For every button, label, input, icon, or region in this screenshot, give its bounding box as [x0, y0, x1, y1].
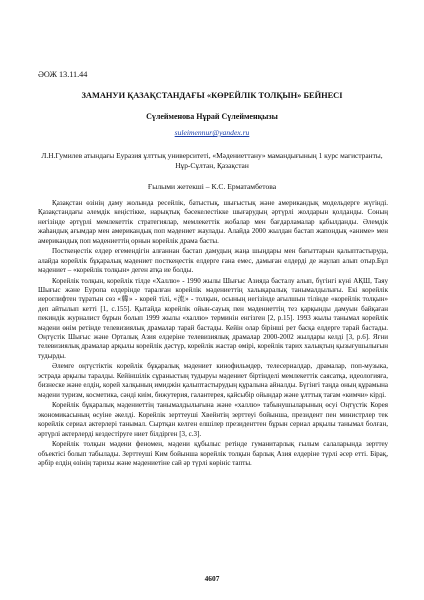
paragraph: Корейлік толқын, корейлік тілде «Халлю» - 1990 жылы Шығыс Азияда басталу алып, бүгінгі күні АҚШ, Таяу Шығыс және Еуропа елдерінде таралған корейлік мәдениеттің халықаралық танымалдылығы. Екі корейлік иероглифтен тұратын сөз «韓» - корей тілі, «流» - толқын, осының негізінде ағылшын тілінде «корейлік толқын» деп айтылып кетті [1, с.155]. Қытайда корейлік ойын-сауық пен мәдениеттің тез қарқынды дамуын байқаған пекиндік журналист бұрын болып 1999 жылы «халлю» терминін енгізген [2, р.15]. 1993 жылы танымал корейлік мәдени өнім ретінде телевизиялық драмалар тарай бастады. Кейін олар бірінші рет басқа елдерге тарай бастады. Оңтүстік Шығыс және Орталық Азия елдеріне телевизиялық драмалар 2000-2002 жылдары келді [3, р.6]. Яғни телевизиялық драмалар арқылы корейлік дәстүр, корейлік жастар өмірі, корейлік тарих халықтың қызығушылығын тудырды. — [38, 276, 388, 360]
paragraph: Корейлік бұқаралық мәдениеттің танымалдылығына және «халлю» табынушыларының өсуі Оңтүстік Корея экономикасының өсуіне әкелді. Корейлік зерттеуші Хвейнтің зерттеуі бойынша, президент пен министрлер тек корейлік сериал актерлері танымал. Сыртқан келген елшілер президенттен бұрын сериал арқылы танымал болған, әртүрлі актерлерді кездестіруге ниет білдірген [3, с.3]. — [38, 401, 388, 438]
author-name: Сүлейменова Нұрай Сүлейменқызы — [146, 112, 278, 121]
paragraph: Қазақстан өзінің даму жолында ресейлік, батыстық, шығыстық және американдық модельдерге жүгінді. Қазақстандағы әлемдік кеңістікке, нарықтық бәсекелестікке шығарудың әртүрлі жолдарын қолданды. Соның негізінде әртүрлі мемлекеттік стратегиялар, мемлекеттік жобалар мен бағдарламалар қабылданды. Әлемдік жаһандық ағымдар мен американдық поп мәдениет жаулады. Алайда 2000 жылдан бастап жапондық «аниме» мен американдық поп мәдениеттің орнын корейлік драма басты. — [38, 199, 388, 245]
paragraph: Корейлік толқын мәдени феномен, мәдени құбылыс ретінде гуманитарлық ғылым салаларында зерттеу объектісі болып табылады. Зерттеуші Ким бойынша корейлік толқын барлық Азия елдеріне түрлі әсер етті. Бірақ, әрбір елдің өзінің тарихы және мәдениетіне сай әр түрлі көрініс тапты. — [38, 440, 388, 467]
supervisor-line: Ғылыми жетекші – К.С. Ерматамбетова — [147, 182, 277, 191]
paragraph: Әлемге оңтүстіктік корейлік бұқаралық мәдениет кинофильмдер, телесериалдар, драмалар, поп-музыка, эстрада арқылы таралды. Кейіншілік сұраныстың тудыруы мәдениет біртінделі мемлекеттік саясатқа, идеологияға, бизнеске және елдің, корей халқының имиджін қалыптастырудың құралына айналды. Бүгінгі таңда оның құрамына мәдени туризм, косметика, сәнді киім, бижутерия, галантерея, қайсыбір ойындар және ұлттық тағам «кимчи» кірді. — [38, 362, 388, 399]
author-affiliation: Л.Н.Гумилев атындағы Еуразия ұлттық университеті, «Мәдениеттану» мамандығының 1 курс магистранты, Нұр-Сұлтан, Қазақстан — [41, 151, 383, 170]
paper-title: ЗАМАНУИ ҚАЗАҚСТАНДАҒЫ «КӨРЕЙЛІК ТОЛҚЫН» БЕЙНЕСІ — [81, 91, 343, 100]
email-link[interactable]: suleimennur@yandex.ru — [174, 128, 250, 137]
paragraph: Посткеңестік елдер егемендігін алғаннан бастап дамудың жаңа шыңдары мен бағыттарын қалыптастыруда, алайда корейлік бұқаралық мәдениет посткеңестік елдерге ғана емес, дамыған елдерді де жаулап алып отыр.Бұл мәдениет – «корейлік толқын» деген атқа ие болды. — [38, 247, 388, 275]
article-body — [38, 199, 388, 470]
udk-code: ӘОЖ 13.11.44 — [38, 70, 88, 79]
author-email[interactable] — [0, 128, 424, 137]
page-number: 4607 — [204, 574, 220, 583]
